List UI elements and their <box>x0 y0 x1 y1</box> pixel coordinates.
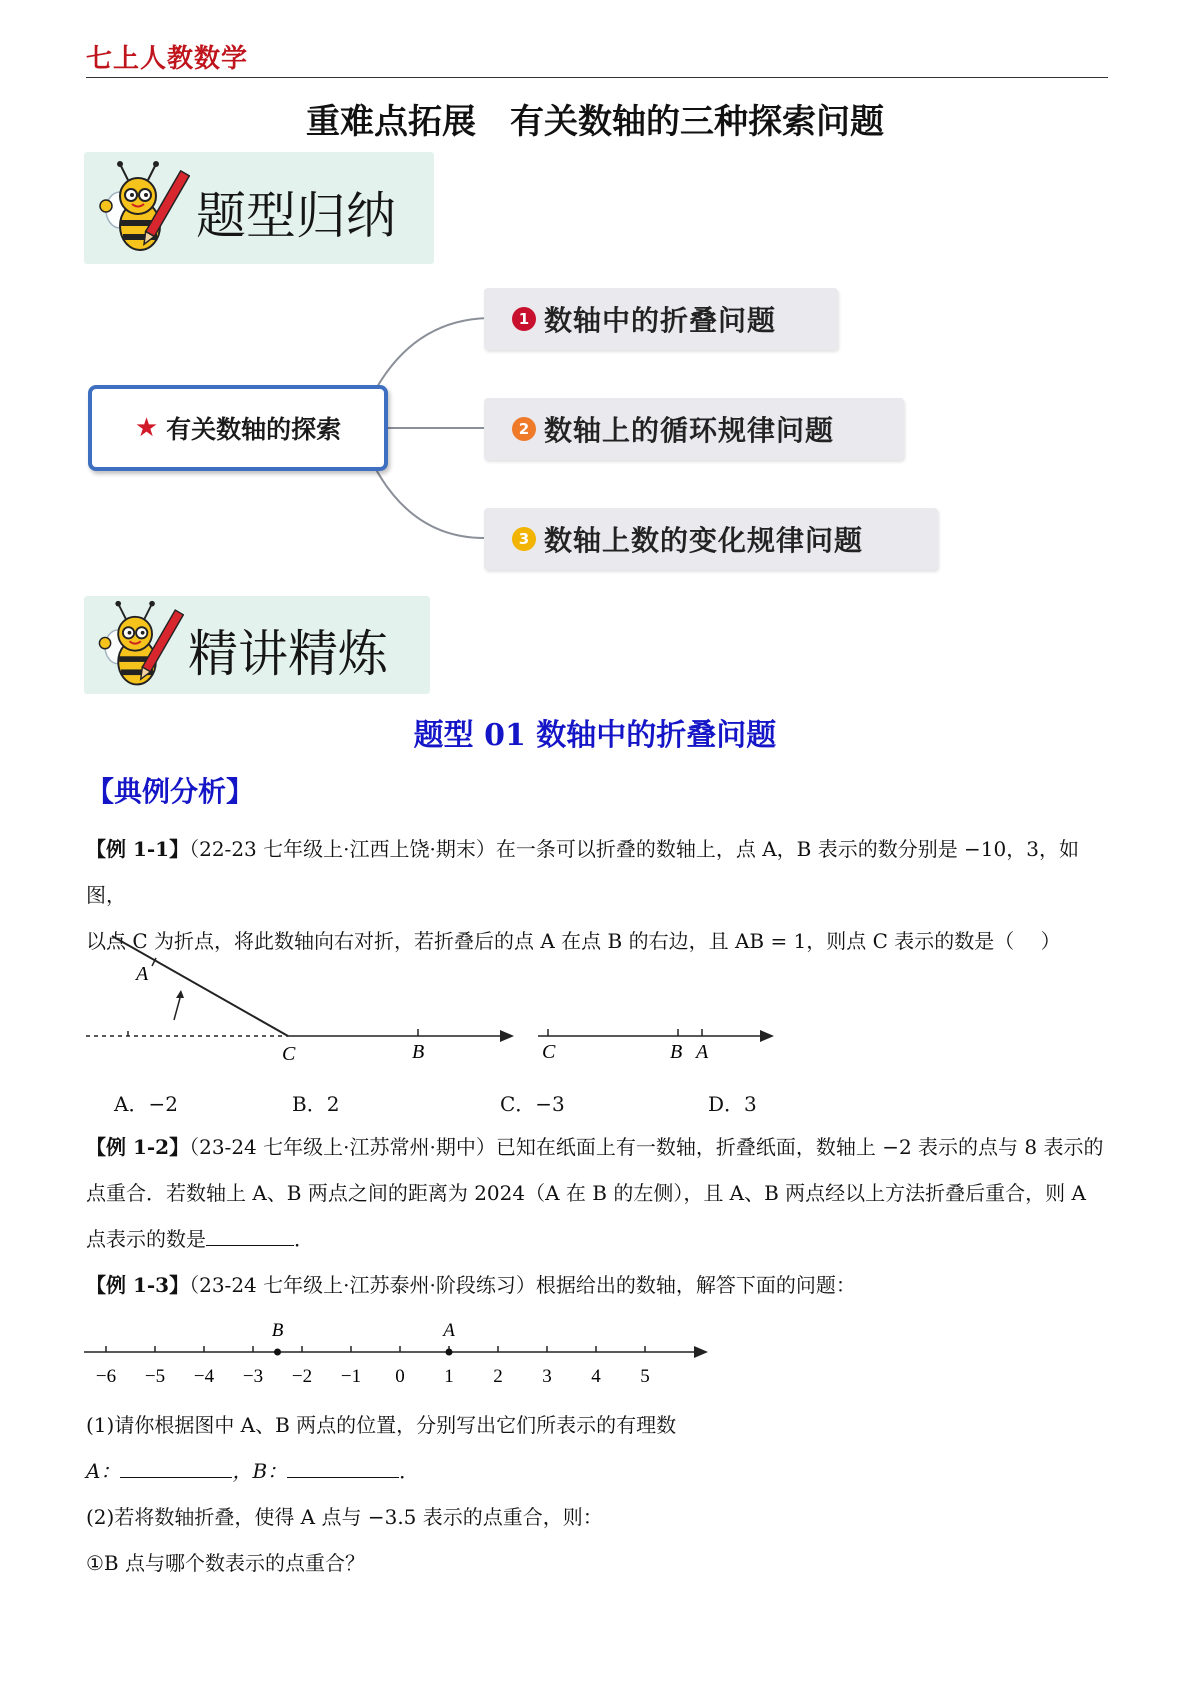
example-tag: 【例 1-2】 <box>86 1135 190 1159</box>
practice-banner <box>84 596 430 694</box>
example-1-3 <box>86 1262 1112 1308</box>
option-b: B．2 <box>292 1092 340 1116</box>
example-text: ． <box>294 1227 314 1251</box>
number-badge-3-icon: 3 <box>512 527 536 551</box>
question-1: (1)请你根据图中 A、B 两点的位置，分别写出它们所表示的有理数 <box>86 1413 677 1437</box>
mindmap-branch-1 <box>484 288 838 350</box>
axis-tick-label: −3 <box>242 1366 264 1387</box>
answer-b-label: ，B： <box>232 1459 288 1483</box>
mindmap-branch-label: 数轴上数的变化规律问题 <box>544 524 864 557</box>
axis-tick-label: −1 <box>340 1366 362 1387</box>
point-a-label: A <box>136 963 149 985</box>
point-b-label: B <box>271 1320 284 1341</box>
bee-mascot-icon <box>90 598 184 692</box>
example-tag: 【例 1-3】 <box>86 1273 190 1297</box>
number-badge-2-icon: 2 <box>512 417 536 441</box>
point-a-dot <box>446 1349 453 1356</box>
axis-tick-label: 5 <box>640 1366 650 1387</box>
mindmap-branch-2 <box>484 398 904 460</box>
mindmap-branch-label: 数轴中的折叠问题 <box>544 304 777 337</box>
axis-tick-label: −5 <box>144 1366 166 1387</box>
point-a-label: A <box>696 1041 709 1063</box>
example-text: （23-24 七年级上·江苏泰州·阶段练习）根据给出的数轴，解答下面的问题： <box>189 1273 856 1297</box>
axis-tick-label: −4 <box>193 1366 215 1387</box>
point-c-label: C <box>542 1041 556 1063</box>
option-a: A．−2 <box>114 1092 178 1116</box>
answer-end: ． <box>399 1459 420 1483</box>
answer-b-blank[interactable] <box>287 1455 399 1478</box>
star-icon: ★ <box>134 413 159 443</box>
answer-blank[interactable] <box>206 1223 294 1246</box>
mindmap-center-label: 有关数轴的探索 <box>166 415 342 444</box>
point-b-dot <box>274 1349 281 1356</box>
axis-tick-label: −6 <box>95 1366 117 1387</box>
axis-tick-label: 1 <box>444 1366 454 1387</box>
mindmap-branch-3 <box>484 508 938 570</box>
point-b-label: B <box>412 1041 425 1063</box>
option-d: D．3 <box>708 1092 757 1116</box>
document-title: 重难点拓展 有关数轴的三种探索问题 <box>306 102 884 142</box>
example-1-3-questions <box>86 1402 1112 1586</box>
mindmap-center-node <box>88 385 388 471</box>
axis-arrow <box>694 1346 708 1358</box>
point-b-label: B <box>670 1041 683 1063</box>
number-badge-1-icon: 1 <box>512 307 536 331</box>
section-title: 题型 01 数轴中的折叠问题 <box>413 718 777 753</box>
mindmap-branch-label: 数轴上的循环规律问题 <box>544 414 835 447</box>
axis-tick-label: −2 <box>291 1366 313 1387</box>
header-brand: 七上人教数学 <box>86 44 249 74</box>
answer-a-blank[interactable] <box>120 1455 232 1478</box>
practice-banner-title: 精讲精炼 <box>188 625 388 683</box>
axis-tick-label: 0 <box>395 1366 405 1387</box>
example-tag: 【例 1-1】 <box>86 837 190 861</box>
summary-banner-title: 题型归纳 <box>196 187 396 245</box>
answer-a-label: A： <box>86 1459 121 1483</box>
sub-heading: 【典例分析】 <box>86 775 255 808</box>
example-text: （23-24 七年级上·江苏常州·期中）已知在纸面上有一数轴，折叠纸面，数轴上 −2 表示的点与 8 表示的 <box>189 1135 1104 1159</box>
question-2-1: ①B 点与哪个数表示的点重合？ <box>86 1551 365 1575</box>
point-c-label: C <box>282 1043 296 1065</box>
axis-tick-label: 4 <box>591 1366 601 1387</box>
number-line-figure <box>80 1318 720 1392</box>
axis-tick-label: 2 <box>493 1366 503 1387</box>
question-2: (2)若将数轴折叠，使得 A 点与 −3.5 表示的点重合，则： <box>86 1505 603 1529</box>
option-c: C．−3 <box>500 1092 565 1116</box>
point-a-label: A <box>443 1320 455 1341</box>
example-1-2 <box>86 1124 1112 1262</box>
fold-figure <box>80 930 800 1070</box>
example-text: 点表示的数是 <box>86 1227 206 1251</box>
axis-tick-label: 3 <box>542 1366 552 1387</box>
example-text: 点重合．若数轴上 A、B 两点之间的距离为 2024（A 在 B 的左侧），且 A、B 两点经以上方法折叠后重合，则 A <box>86 1181 1086 1205</box>
example-text: （22-23 七年级上·江西上饶·期末）在一条可以折叠的数轴上，点 A，B 表示的数分别是 −10，3，如图， <box>86 837 1079 907</box>
example-text: 以点 C 为折点，将此数轴向右对折，若折叠后的点 A 在点 B 的右边，且 AB = 1，则点 C 表示的数是（ ） <box>86 929 1061 953</box>
